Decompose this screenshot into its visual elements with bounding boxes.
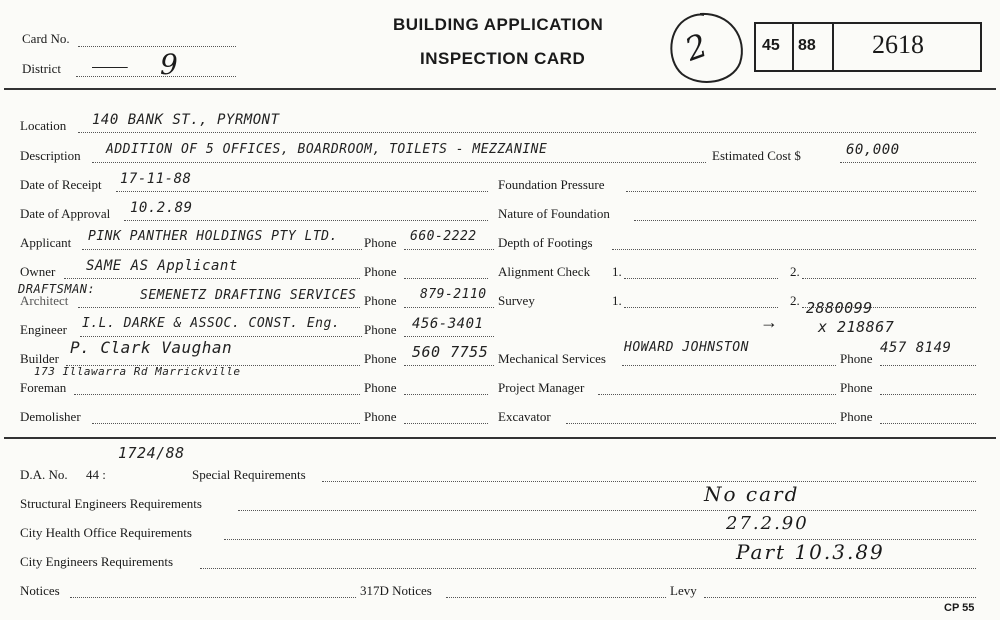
nature-foundation-label: Nature of Foundation xyxy=(498,206,610,221)
engineer-side-note: x 218867 xyxy=(818,318,895,336)
demolisher-phone-line xyxy=(404,423,488,424)
date-approval-value: 10.2.89 xyxy=(130,200,193,216)
arrow-icon: → xyxy=(760,312,778,332)
alignment-line-2 xyxy=(802,278,976,279)
owner-value: SAME AS Applicant xyxy=(86,258,238,274)
applicant-value: PINK PANTHER HOLDINGS PTY LTD. xyxy=(88,229,338,244)
mechanical-phone-label: Phone xyxy=(840,351,873,366)
description-value: ADDITION OF 5 OFFICES, BOARDROOM, TOILETS - MEZZANINE xyxy=(106,142,548,157)
district-value: 9 xyxy=(160,48,180,81)
foundation-pressure-label: Foundation Pressure xyxy=(498,177,605,192)
builder-phone: 560 7755 xyxy=(412,343,489,361)
engineer-label: Engineer xyxy=(20,322,67,337)
builder-value: P. Clark Vaughan xyxy=(70,338,233,357)
survey-note: 2880099 xyxy=(806,299,873,317)
city-eng-value: Part 10.3.89 xyxy=(736,540,885,564)
structural-line xyxy=(238,510,976,511)
architect-phone-line xyxy=(404,307,494,308)
code-b: 88 xyxy=(798,37,816,54)
owner-line xyxy=(64,278,360,279)
date-approval-line xyxy=(124,220,488,221)
form-code: CP 55 xyxy=(944,602,975,614)
date-receipt-value: 17-11-88 xyxy=(120,171,192,187)
location-label: Location xyxy=(20,118,67,133)
alignment-line-1 xyxy=(624,278,778,279)
date-receipt-line xyxy=(116,191,488,192)
special-label: Special Requirements xyxy=(192,467,306,482)
engineer-line xyxy=(80,336,362,337)
header-divider xyxy=(4,88,996,90)
district-label: District xyxy=(22,61,61,76)
excavator-phone-line xyxy=(880,423,976,424)
structural-label: Structural Engineers Requirements xyxy=(20,496,202,511)
card-number-box xyxy=(754,22,982,72)
mechanical-line xyxy=(622,365,836,366)
date-approval-label: Date of Approval xyxy=(20,206,111,221)
da-label: D.A. No. xyxy=(20,467,68,482)
levy-line xyxy=(704,597,976,598)
demolisher-label: Demolisher xyxy=(20,409,81,424)
project-manager-line xyxy=(598,394,836,395)
architect-line xyxy=(78,307,360,308)
applicant-phone-line xyxy=(404,249,494,250)
architect-phone: 879-2110 xyxy=(420,287,487,302)
excavator-label: Excavator xyxy=(498,409,551,424)
card-no-label: Card No. xyxy=(22,31,70,46)
district-struck xyxy=(92,60,128,76)
notices-317d-line xyxy=(446,597,666,598)
nature-foundation-line xyxy=(634,220,976,221)
engineer-phone: 456-3401 xyxy=(412,316,484,332)
health-label: City Health Office Requirements xyxy=(20,525,192,540)
estimated-cost-label: Estimated Cost $ xyxy=(712,148,801,163)
city-eng-line xyxy=(200,568,976,569)
architect-label: Architect xyxy=(20,293,69,308)
health-value: 27.2.90 xyxy=(726,513,809,534)
estimated-cost-value: 60,000 xyxy=(846,142,900,158)
project-manager-phone-line xyxy=(880,394,976,395)
city-eng-label: City Engineers Requirements xyxy=(20,554,174,569)
description-line xyxy=(92,162,706,163)
architect-phone-label: Phone xyxy=(364,293,397,308)
mechanical-phone-line xyxy=(880,365,976,366)
mechanical-label: Mechanical Services xyxy=(498,351,606,366)
owner-label: Owner xyxy=(20,264,56,279)
alignment-n2: 2. xyxy=(790,264,800,279)
da-value: 1724/88 xyxy=(118,444,185,462)
depth-footings-line xyxy=(612,249,976,250)
project-manager-phone-label: Phone xyxy=(840,380,873,395)
circled-mark-value: 2 xyxy=(680,25,715,69)
box-divider-1 xyxy=(792,22,794,70)
excavator-line xyxy=(566,423,836,424)
notices-label: Notices xyxy=(20,583,60,598)
engineer-phone-line xyxy=(404,336,494,337)
alignment-check-label: Alignment Check xyxy=(498,264,591,279)
demolisher-line xyxy=(92,423,360,424)
notices-317d-label: 317D Notices xyxy=(360,583,432,598)
estimated-cost-line xyxy=(840,162,976,163)
builder-label: Builder xyxy=(20,351,59,366)
applicant-label: Applicant xyxy=(20,235,72,250)
box-divider-2 xyxy=(832,22,834,70)
engineer-phone-label: Phone xyxy=(364,322,397,337)
foreman-phone-label: Phone xyxy=(364,380,397,395)
survey-label: Survey xyxy=(498,293,535,308)
demolisher-phone-label: Phone xyxy=(364,409,397,424)
survey-n1: 1. xyxy=(612,293,622,308)
da-prefix: 44 : xyxy=(86,467,106,482)
description-label: Description xyxy=(20,148,81,163)
applicant-phone: 660-2222 xyxy=(410,229,477,244)
location-line xyxy=(78,132,976,133)
owner-phone-line xyxy=(404,278,488,279)
excavator-phone-label: Phone xyxy=(840,409,873,424)
architect-prefix: DRAFTSMAN: xyxy=(18,282,96,296)
notices-line xyxy=(70,597,356,598)
district-line xyxy=(76,76,236,77)
applicant-line xyxy=(82,249,362,250)
survey-n2: 2. xyxy=(790,293,800,308)
special-line xyxy=(322,481,976,482)
location-value: 140 BANK ST., PYRMONT xyxy=(92,112,280,128)
architect-value: SEMENETZ DRAFTING SERVICES xyxy=(140,288,357,303)
engineer-value: I.L. DARKE & ASSOC. CONST. Eng. xyxy=(82,316,341,331)
mechanical-phone: 457 8149 xyxy=(880,340,952,356)
card-number: 2618 xyxy=(872,30,924,59)
foreman-label: Foreman xyxy=(20,380,67,395)
foreman-line xyxy=(74,394,360,395)
applicant-phone-label: Phone xyxy=(364,235,397,250)
builder-phone-label: Phone xyxy=(364,351,397,366)
builder-phone-line xyxy=(404,365,494,366)
levy-label: Levy xyxy=(670,583,697,598)
card-no-line xyxy=(78,46,236,47)
code-a: 45 xyxy=(762,37,780,54)
foundation-pressure-line xyxy=(626,191,976,192)
mechanical-value: HOWARD JOHNSTON xyxy=(624,340,749,355)
foreman-phone-line xyxy=(404,394,488,395)
project-manager-label: Project Manager xyxy=(498,380,585,395)
foreman-value: 173 Illawarra Rd Marrickville xyxy=(34,365,241,378)
survey-line-1 xyxy=(624,307,778,308)
title-line2: INSPECTION CARD xyxy=(420,49,586,68)
structural-value: No card xyxy=(704,482,800,506)
alignment-n1: 1. xyxy=(612,264,622,279)
depth-footings-label: Depth of Footings xyxy=(498,235,593,250)
title-line1: BUILDING APPLICATION xyxy=(393,15,604,34)
date-receipt-label: Date of Receipt xyxy=(20,177,102,192)
owner-phone-label: Phone xyxy=(364,264,397,279)
section-divider xyxy=(4,437,996,439)
